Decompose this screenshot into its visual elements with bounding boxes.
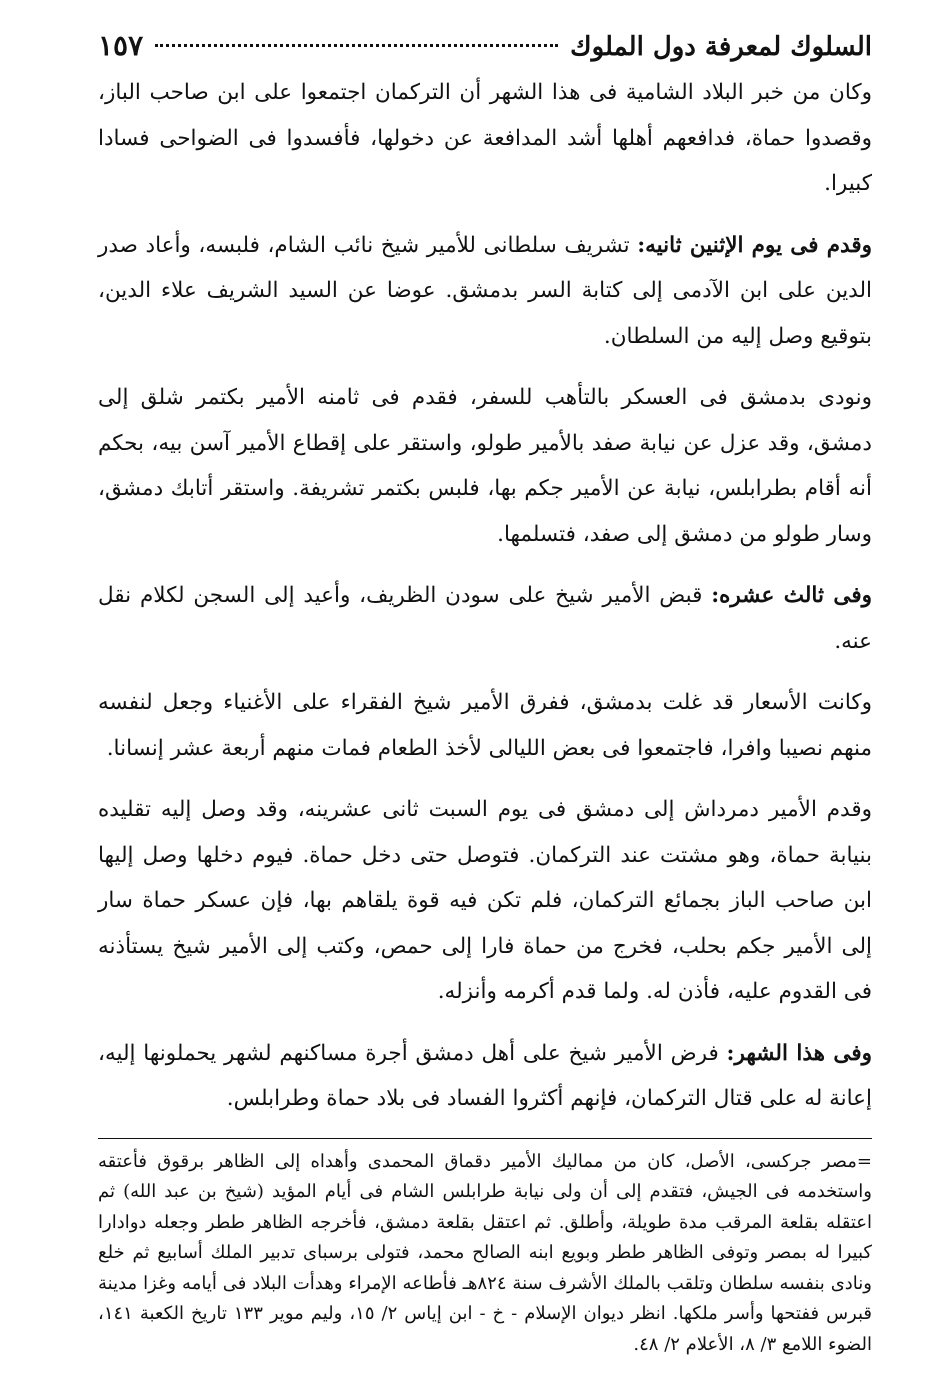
paragraph-monday-second xyxy=(98,223,872,360)
paragraph-text: فرض الأمير شيخ على أهل دمشق أجرة مساكنهم لشهر يحملونها إليه، إعانة له على قتال التركمان، فإنهم أكثروا الفساد فى بلاد حماة وطرابلس. xyxy=(98,1040,872,1111)
paragraph-this-month xyxy=(98,1031,872,1122)
paragraph-thirteenth xyxy=(98,573,872,664)
paragraph-text: وكانت الأسعار قد غلت بدمشق، ففرق الأمير شيخ الفقراء على الأغنياء وجعل لنفسه منهم نصيبا وافرا، فاجتمعوا فى بعض الليالى لأخذ الطعام فمات منهم أربعة عشر إنسانا. xyxy=(98,690,872,761)
paragraph-damurdash xyxy=(98,787,872,1015)
paragraph-text: تشريف سلطانى للأمير شيخ نائب الشام، فلبسه، وأعاد صدر الدين على ابن الآدمى إلى كتابة السر بدمشق. عوضا عن السيد الشريف علاء الدين، بتوقيع وصل إليه من السلطان. xyxy=(98,232,872,349)
paragraph-levant-news xyxy=(98,70,872,207)
book-page xyxy=(98,24,872,1360)
paragraph-lead: وقدم فى يوم الإثنين ثانيه: xyxy=(637,232,872,258)
paragraph-text: قبض الأمير شيخ على سودن الظريف، وأعيد إلى السجن لكلام نقل عنه. xyxy=(98,583,872,654)
paragraph-damascus-army xyxy=(98,375,872,557)
paragraph-prices xyxy=(98,680,872,771)
dot-leader xyxy=(155,44,558,47)
paragraph-text: ونودى بدمشق فى العسكر بالتأهب للسفر، فقدم فى ثامنه الأمير بكتمر شلق إلى دمشق، وقد عزل عن نيابة صفد بالأمير طولو، واستقر على إقطاع الأمير آسن بيه، بحكم أنه أقام بطرابلس، نيابة عن الأمير جكم بها، فلبس بكتمر تشريفة. واستقر أتابك دمشق، وسار طولو من دمشق إلى صفد، فتسلمها. xyxy=(98,385,872,547)
book-title: السلوك لمعرفة دول الملوك xyxy=(570,32,872,62)
paragraph-text: وقدم الأمير دمرداش إلى دمشق فى يوم السبت ثانى عشرينه، وقد وصل إليه تقليده بنيابة حماة، وهو مشتت عند التركمان. فتوصل حتى دخل حماة. فيوم دخلها وصل إليها ابن صاحب الباز بجمائع التركمان، فلم تكن فيه قوة يلقاهم بها، فإن عسكر حماة سار إلى الأمير جكم بحلب، فخرج من حماة فارا إلى حمص، وكتب إلى الأمير شيخ يستأذنه فى القدوم عليه، فأذن له. ولما قدم أكرمه وأنزله. xyxy=(98,797,872,1004)
body-text xyxy=(98,70,872,1122)
page-number: ١٥٧ xyxy=(98,29,144,62)
paragraph-text: وكان من خبر البلاد الشامية فى هذا الشهر أن التركمان اجتمعوا على ابن صاحب الباز، وقصدوا حماة، فدافعهم أهلها أشد المدافعة عن دخولها، فأفسدوا فى الضواحى فسادا كبيرا. xyxy=(98,80,872,196)
footnote: =مصر جركسى، الأصل، كان من مماليك الأمير دقماق المحمدى وأهداه إلى الظاهر برقوق فأعتقه واستخدمه فى الجيش، فتقدم إلى أن ولى نيابة طرابلس الشام فى أيام المؤيد (شيخ بن عبد الله) ثم اعتقله بقلعة المرقب مدة طويلة، وأطلق. ثم اعتقل بقلعة دمشق، فأخرجه الظاهر ططر وجعله دوادارا كبيرا له بمصر وتوفى الظاهر ططر وبويع ابنه الصالح محمد، فتولى برسباى تدبير الملك أسابيع ثم خلع ونادى بنفسه سلطان وتلقب بالملك الأشرف سنة ٨٢٤هـ فأطاعه الإمراء وهدأت البلاد فى أيامه وغزا مدينة قبرس ففتحها وأسر ملكها. انظر ديوان الإسلام - خ - ابن إياس ٢/ ١٥، وليم موير ١٣٣ تاريخ الكعبة ١٤١، الضوء اللامع ٣/ ٨، الأعلام ٢/ ٤٨. xyxy=(98,1150,873,1355)
footnote-divider xyxy=(98,1138,872,1139)
paragraph-lead: وفى هذا الشهر: xyxy=(726,1040,872,1066)
running-header xyxy=(98,24,872,68)
paragraph-lead: وفى ثالث عشره: xyxy=(711,583,872,608)
